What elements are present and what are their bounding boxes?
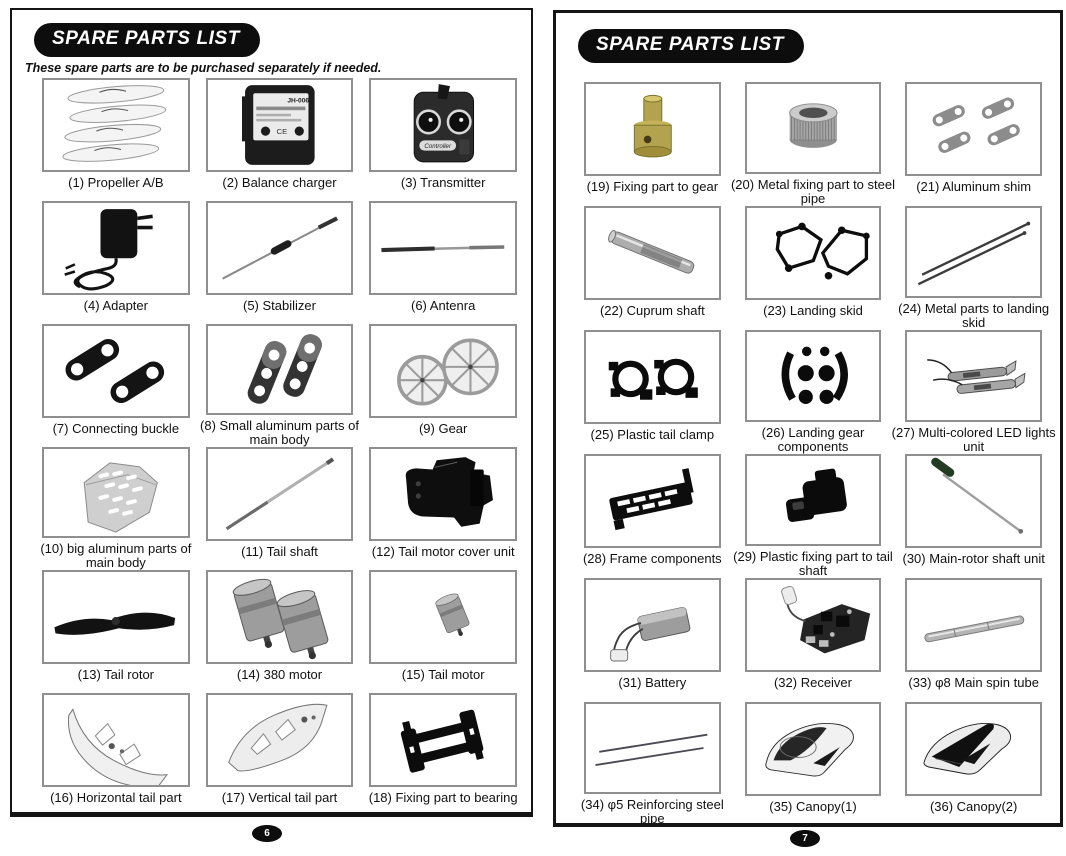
part-caption-16: (16) Horizontal tail part — [50, 790, 182, 805]
part-image-27-led-lights-unit — [905, 330, 1042, 422]
part-image-22-cuprum-shaft-tube — [584, 206, 721, 300]
part-image-26-landing-gear-parts — [745, 330, 882, 422]
part-cell-4 — [42, 201, 190, 324]
page-number-badge: 6 — [252, 825, 282, 842]
part-cell-3 — [369, 78, 517, 201]
part-cell-21 — [905, 82, 1042, 206]
part-image-24-skid-rods — [905, 206, 1042, 298]
part-caption-34: (34) φ5 Reinforcing steel pipe — [580, 797, 724, 826]
part-caption-1: (1) Propeller A/B — [68, 175, 164, 190]
part-image-32-receiver-board — [745, 578, 882, 672]
part-caption-9: (9) Gear — [418, 421, 468, 436]
part-cell-5 — [206, 201, 354, 324]
manual-page-right — [553, 10, 1063, 827]
part-caption-7: (7) Connecting buckle — [52, 421, 180, 436]
part-caption-20: (20) Metal fixing part to steel pipe — [730, 177, 895, 206]
svg-text:CE: CE — [276, 127, 287, 137]
page-header-title: SPARE PARTS LIST — [596, 34, 785, 55]
part-cell-2 — [206, 78, 354, 201]
part-cell-6 — [369, 201, 517, 324]
part-caption-17: (17) Vertical tail part — [221, 790, 338, 805]
svg-text:Controller: Controller — [424, 143, 452, 151]
part-cell-31 — [584, 578, 721, 702]
part-cell-16 — [42, 693, 190, 816]
part-image-1-propeller-blades — [42, 78, 190, 172]
part-cell-17 — [206, 693, 354, 816]
part-image-20-knurled-ring — [745, 82, 882, 174]
page-header-title: SPARE PARTS LIST — [52, 28, 241, 49]
svg-text:JH-006: JH-006 — [287, 97, 309, 105]
part-caption-21: (21) Aluminum shim — [916, 179, 1032, 194]
part-cell-30 — [902, 454, 1045, 578]
part-cell-26 — [745, 330, 882, 454]
part-image-17-vertical-fin — [206, 693, 354, 787]
part-image-2-balance-charger — [206, 78, 354, 172]
part-cell-8 — [200, 324, 359, 447]
part-cell-20 — [730, 82, 895, 206]
part-cell-14 — [206, 570, 354, 693]
part-caption-36: (36) Canopy(2) — [929, 799, 1018, 814]
part-cell-11 — [206, 447, 354, 570]
part-caption-15: (15) Tail motor — [401, 667, 485, 682]
part-caption-35: (35) Canopy(1) — [769, 799, 857, 814]
part-image-16-horizontal-fin — [42, 693, 190, 787]
part-cell-33 — [905, 578, 1042, 702]
part-caption-18: (18) Fixing part to bearing — [368, 790, 518, 805]
part-caption-33: (33) φ8 Main spin tube — [908, 675, 1039, 690]
part-image-6-antenna-rod — [369, 201, 517, 295]
part-cell-19 — [584, 82, 721, 206]
part-cell-9 — [369, 324, 517, 447]
part-caption-25: (25) Plastic tail clamp — [590, 427, 715, 442]
part-caption-24: (24) Metal parts to landing skid — [898, 301, 1050, 330]
part-cell-25 — [584, 330, 721, 454]
part-cell-35 — [745, 702, 882, 826]
part-image-23-landing-skid-wire — [745, 206, 882, 300]
part-caption-4: (4) Adapter — [83, 298, 148, 313]
spare-parts-list-badge — [578, 29, 804, 63]
part-caption-5: (5) Stabilizer — [243, 298, 316, 313]
part-cell-28 — [584, 454, 721, 578]
part-image-33-spin-tube — [905, 578, 1042, 672]
part-caption-10: (10) big aluminum parts of main body — [40, 541, 192, 570]
spare-parts-list-badge — [34, 23, 260, 57]
part-image-8-small-aluminum-plates — [206, 324, 354, 415]
subtitle-note: These spare parts are to be purchased separately if needed. — [25, 61, 382, 75]
part-image-28-frame-tray — [584, 454, 721, 548]
part-caption-2: (2) Balance charger — [222, 175, 337, 190]
part-image-34-steel-pipes — [584, 702, 721, 794]
part-caption-6: (6) Antenra — [411, 298, 476, 313]
page-number-badge: 7 — [790, 830, 820, 847]
part-image-25-tail-clamps — [584, 330, 721, 424]
part-caption-22: (22) Cuprum shaft — [599, 303, 705, 318]
part-image-30-main-rotor-shaft — [905, 454, 1042, 548]
part-image-3-transmitter — [369, 78, 517, 172]
part-caption-11: (11) Tail shaft — [241, 544, 318, 559]
part-image-7-connecting-buckle — [42, 324, 190, 418]
part-cell-24 — [898, 206, 1050, 330]
part-cell-34 — [580, 702, 724, 826]
part-caption-30: (30) Main-rotor shaft unit — [902, 551, 1045, 566]
parts-grid-left — [42, 78, 517, 816]
part-cell-12 — [369, 447, 517, 570]
manual-page-left — [10, 8, 533, 817]
part-cell-18 — [369, 693, 517, 816]
part-image-19-brass-gear-fixture — [584, 82, 721, 176]
part-image-4-adapter — [42, 201, 190, 295]
part-image-10-big-aluminum-plate — [42, 447, 190, 538]
part-caption-26: (26) Landing gear components — [761, 425, 865, 454]
part-caption-23: (23) Landing skid — [763, 303, 863, 318]
part-image-35-canopy-one — [745, 702, 882, 796]
part-cell-1 — [42, 78, 190, 201]
part-cell-13 — [42, 570, 190, 693]
part-caption-12: (12) Tail motor cover unit — [371, 544, 515, 559]
part-image-21-aluminum-shims — [905, 82, 1042, 176]
part-image-13-tail-rotor-blade — [42, 570, 190, 664]
part-cell-27 — [891, 330, 1056, 454]
part-caption-3: (3) Transmitter — [400, 175, 486, 190]
part-image-15-tail-motor-single — [369, 570, 517, 664]
part-image-36-canopy-two — [905, 702, 1042, 796]
part-caption-28: (28) Frame components — [582, 551, 722, 566]
part-cell-15 — [369, 570, 517, 693]
part-image-29-plastic-fixing-blob — [745, 454, 882, 546]
part-cell-32 — [745, 578, 882, 702]
part-caption-14: (14) 380 motor — [236, 667, 323, 682]
part-image-9-gear-wheels — [369, 324, 517, 418]
part-caption-8: (8) Small aluminum parts of main body — [200, 418, 359, 447]
part-image-11-tail-shaft-rod — [206, 447, 354, 541]
part-cell-7 — [42, 324, 190, 447]
part-image-14-motors-pair — [206, 570, 354, 664]
part-image-18-bearing-bracket — [369, 693, 517, 787]
part-caption-31: (31) Battery — [618, 675, 687, 690]
part-cell-10 — [42, 447, 190, 570]
part-image-31-battery-pack — [584, 578, 721, 672]
part-caption-19: (19) Fixing part to gear — [586, 179, 719, 194]
parts-grid-right — [580, 82, 1056, 826]
part-caption-13: (13) Tail rotor — [77, 667, 154, 682]
part-caption-29: (29) Plastic fixing part to tail shaft — [733, 549, 893, 578]
part-cell-23 — [745, 206, 882, 330]
part-image-12-tail-motor-cover — [369, 447, 517, 541]
part-cell-36 — [905, 702, 1042, 826]
part-cell-29 — [733, 454, 893, 578]
part-caption-32: (32) Receiver — [773, 675, 852, 690]
part-image-5-stabilizer-rod — [206, 201, 354, 295]
part-cell-22 — [584, 206, 721, 330]
part-caption-27: (27) Multi-colored LED lights unit — [891, 425, 1056, 454]
